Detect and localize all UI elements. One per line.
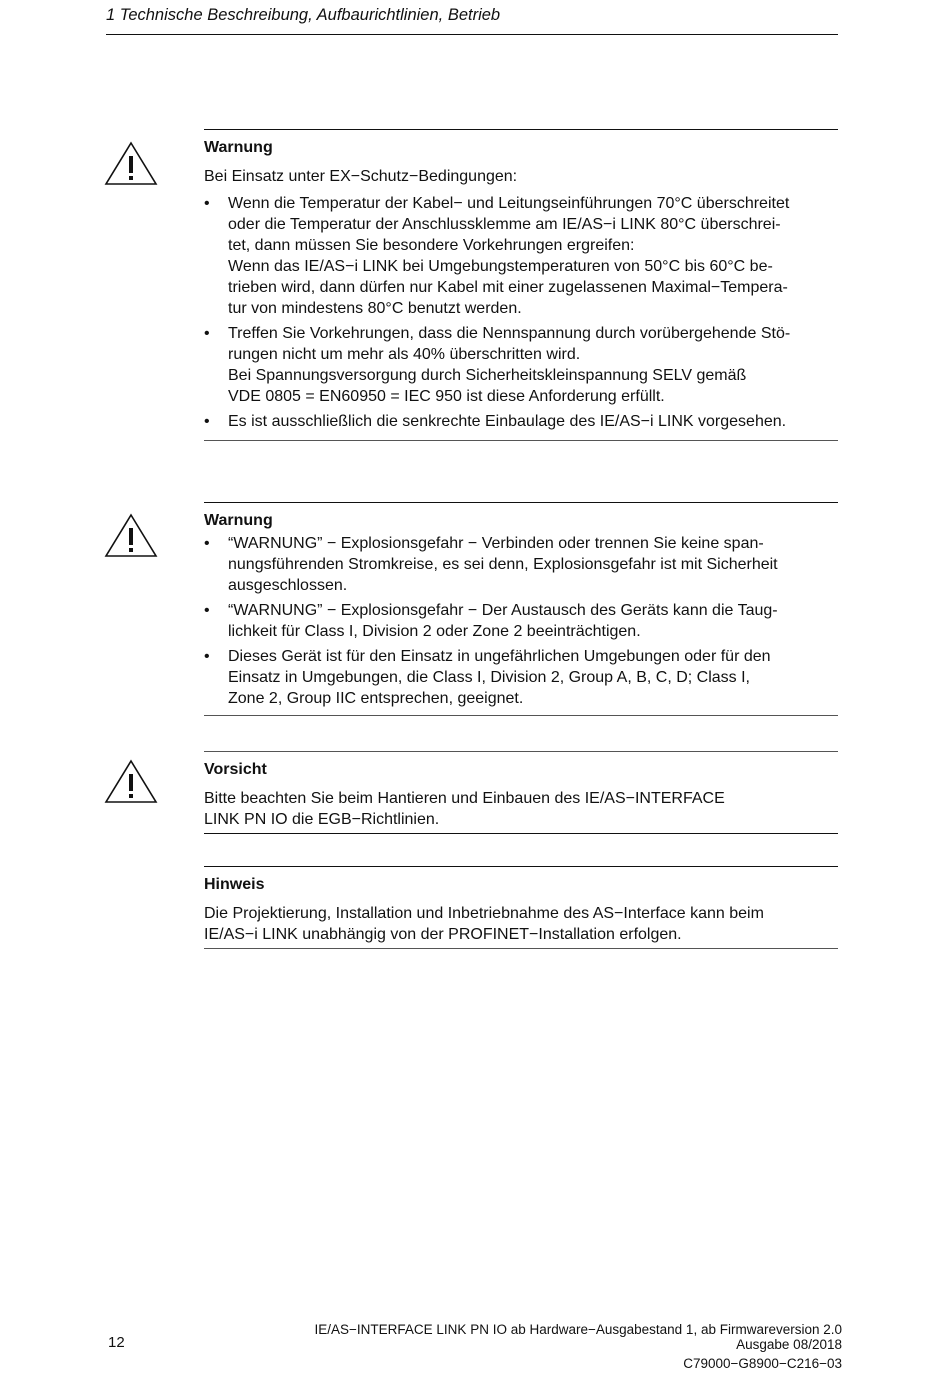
page-number: 12 — [108, 1334, 125, 1351]
header-divider — [106, 34, 838, 35]
warning-bullet-list — [204, 193, 838, 432]
footer-edition: Ausgabe 08/2018 — [736, 1337, 842, 1352]
footer-product: IE/AS−INTERFACE LINK PN IO ab Hardware−Ausgabestand 1, ab Firmwareversion 2.0 — [314, 1322, 842, 1337]
list-item: • “WARNUNG” − Explosionsgefahr − Verbinden oder trennen Sie keine span- nungsführenden Stromkreise, es sei denn, Explosionsgefahr ist mit Sicherheit ausgeschlossen. — [204, 533, 838, 596]
warning-box-explosion — [204, 502, 838, 716]
caution-text: Bitte beachten Sie beim Hantieren und Einbauen des IE/AS−INTERFACE LINK PN IO die EGB−Richtlinien. — [204, 790, 725, 828]
list-item: • Treffen Sie Vorkehrungen, dass die Nennspannung durch vorübergehende Stö- rungen nicht um mehr als 40% überschritten wird. Bei Spannungsversorgung durch Sicherheitskleinspannung SELV gemäß VDE 0805 = EN60950 = IEC 950 ist diese Anforderung erfüllt. — [204, 323, 838, 407]
caution-heading: Vorsicht — [204, 761, 267, 778]
warning-triangle-icon — [104, 759, 158, 805]
note-text: Die Projektierung, Installation und Inbetriebnahme des AS−Interface kann beim IE/AS−i LINK unabhängig von der PROFINET−Installation erfolgen. — [204, 905, 764, 943]
caution-box — [204, 751, 838, 834]
note-heading: Hinweis — [204, 876, 265, 893]
list-item: • Wenn die Temperatur der Kabel− und Leitungseinführungen 70°C überschreitet oder die Temperatur der Anschlussklemme am IE/AS−i LINK 80°C überschrei- tet, dann müssen Sie besondere Vorkehrungen ergreifen: Wenn das IE/AS−i LINK bei Umgebungstemperaturen von 50°C bis 60°C be- trieben wird, dann dürfen nur Kabel mit einer zugelassenen Maximal−Tempera- tur von mindestens 80°C benutzt werden. — [204, 193, 838, 319]
running-header: 1 Technische Beschreibung, Aufbaurichtlinien, Betrieb — [106, 6, 501, 24]
warning-heading: Warnung — [204, 139, 273, 156]
warning-triangle-icon — [104, 513, 158, 559]
warning-triangle-icon — [104, 141, 158, 187]
warning-box-ex — [204, 129, 838, 441]
warning-intro: Bei Einsatz unter EX−Schutz−Bedingungen: — [204, 168, 518, 185]
warning-bullet-list — [204, 533, 838, 709]
warning-heading: Warnung — [204, 512, 273, 529]
list-item: • “WARNUNG” − Explosionsgefahr − Der Austausch des Geräts kann die Taug- lichkeit für Class I, Division 2 oder Zone 2 beeinträchtigen. — [204, 600, 838, 642]
footer-doc-id: C79000−G8900−C216−03 — [683, 1356, 842, 1371]
list-item: • Es ist ausschließlich die senkrechte Einbaulage des IE/AS−i LINK vorgesehen. — [204, 411, 838, 432]
note-box — [204, 866, 838, 949]
list-item: • Dieses Gerät ist für den Einsatz in ungefährlichen Umgebungen oder für den Einsatz in Umgebungen, die Class I, Division 2, Group A, B, C, D; Class I, Zone 2, Group IIC entsprechen, geeignet. — [204, 646, 838, 709]
